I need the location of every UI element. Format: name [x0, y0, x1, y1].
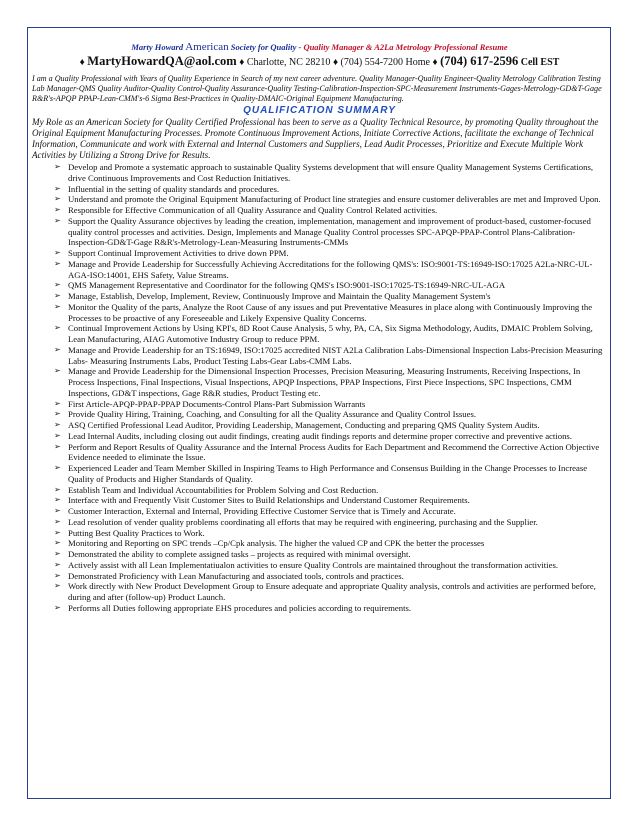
- heading-name: Marty Howard: [131, 42, 186, 52]
- list-item-text: ASQ Certified Professional Lead Auditor, Providing Leadership, Management, Conducting and preparing QMS Quality System Audits.: [68, 420, 540, 430]
- list-item: [32, 538, 607, 549]
- list-item-text: Lead Internal Audits, including closing out audit findings, creating audit findings reports and determine proper corrective and preventive actions.: [68, 430, 572, 441]
- list-item-text: Establish Team and Individual Accountabilities for Problem Solving and Cost Reduction.: [68, 484, 379, 495]
- list-item: [32, 571, 607, 582]
- heading-american: American: [185, 41, 229, 53]
- list-item-text: Work directly with New Product Development Group to Ensure adequate and appropriate Quality analysis, controls and activities are performed before, during and after (follow-up) Product Launch.: [68, 581, 596, 602]
- arrow-bullet-icon: ➢: [54, 162, 61, 171]
- list-item: [32, 549, 607, 560]
- arrow-bullet-icon: ➢: [54, 495, 61, 505]
- arrow-bullet-icon: ➢: [54, 559, 61, 569]
- arrow-bullet-icon: ➢: [54, 602, 61, 612]
- cell-suffix: Cell EST: [520, 57, 560, 68]
- arrow-bullet-icon: ➢: [54, 409, 61, 419]
- arrow-bullet-icon: ➢: [54, 280, 61, 290]
- list-item-text: Provide Quality Hiring, Training, Coaching, and Consulting for all the Quality Assurance and Quality Control Issues.: [68, 409, 477, 420]
- list-item-text: Understand and promote the Original Equipment Manufacturing of Product line strategies and ensure customer deliverables are met and Improved Upon.: [68, 194, 601, 205]
- arrow-bullet-icon: ➢: [54, 463, 61, 472]
- arrow-bullet-icon: ➢: [54, 291, 61, 300]
- list-item: [32, 560, 607, 571]
- arrow-bullet-icon: ➢: [54, 248, 61, 257]
- list-item: [32, 248, 607, 259]
- list-item: [32, 420, 607, 431]
- list-item-text: Experienced Leader and Team Member Skilled in Inspiring Teams to High Performance and Consensus Building in the Change Processes to Increase Quality of Products and Higher Standards of Quality.: [68, 463, 588, 484]
- list-item: [32, 216, 607, 248]
- arrow-bullet-icon: ➢: [54, 258, 61, 268]
- list-item: [32, 409, 607, 420]
- arrow-bullet-icon: ➢: [54, 323, 61, 333]
- list-item-text: Monitoring and Reporting on SPC trends –Cp/Cpk analysis. The higher the valued CP and CPK the better the processes: [68, 538, 485, 549]
- list-item-text: Actively assist with all Lean Implementatiualon activities to ensure Quality Controls are maintained throughout the transformation activities.: [68, 559, 558, 570]
- list-item-text: Manage and Provide Leadership for Successfully Achieving Accreditations for the following QMS's: ISO:9001-TS:16949-ISO:17025 A2La-NRC-UL-AGA-ISO:14001, EHS Safety, Value Streams.: [68, 258, 593, 280]
- arrow-bullet-icon: ➢: [54, 344, 61, 354]
- list-item-text: Support Continual Improvement Activities to drive down PPM.: [68, 248, 289, 258]
- arrow-bullet-icon: ➢: [54, 194, 61, 204]
- intro-paragraph: I am a Quality Professional with Years of Quality Experience in Search of my next career adventure. Quality Manager-Quality Engineer-Quality Metrology Calibration Testing Lab Manager-QMS Quality Auditor-Quality Control-Quality Assurance-Quality Testing-Calibration-Inspection-SPC-Measurement Instruments-Gages-Metrology-GD&T-Gage R&R's-APQP PPAP-Lean-CMM's-6 Sigma Best-Practices in Quality-DMAIC-Original Equipment Manufacturing.: [32, 74, 602, 103]
- arrow-bullet-icon: ➢: [54, 549, 61, 558]
- list-item-text: Perform and Report Results of Quality Assurance and the Internal Process Audits for Each Department and Recommend the Corrective Action Objective Evidence needed to eliminate the Issue.: [68, 441, 600, 463]
- list-item-text: Develop and Promote a systematic approach to sustainable Quality Systems development that will ensure Quality Management Systems Certifications, drive Continuous Improvements and Cost Reduction Initiatives.: [68, 162, 593, 183]
- list-item: [32, 366, 607, 398]
- list-item-text: Manage, Establish, Develop, Implement, Review, Continuously Improve and Maintain the Quality Management System's: [68, 291, 491, 301]
- list-item: [32, 259, 607, 281]
- list-item: [32, 442, 607, 464]
- arrow-bullet-icon: ➢: [54, 527, 61, 537]
- cell-phone: (704) 617-2596: [440, 54, 519, 68]
- arrow-bullet-icon: ➢: [54, 441, 61, 451]
- summary-paragraph: My Role as an American Society for Quality Certified Professional has been to serve as a Quality Technical Resource, by promoting Quality throughout the Original Equipment Manufacturing Processes. Promote Continuous Improvement Actions, Initiate Corrective Actions, facilitate the exchange of Technical Information, Communicate and work with External and Internal Customers and Suppliers, Lead Audit Processes, Prioritize and Execute Multiple Work Activities by Utilizing a Strong Drive for Results.: [32, 117, 599, 160]
- list-item-text: Lead resolution of vender quality problems coordinating all efforts that may be required with engineering, purchasing and the Supplier.: [68, 516, 538, 527]
- list-item: [32, 506, 607, 517]
- arrow-bullet-icon: ➢: [54, 301, 61, 311]
- list-item: [32, 323, 607, 345]
- list-item: [32, 345, 607, 367]
- list-item: [32, 194, 607, 205]
- list-item: [32, 528, 607, 539]
- arrow-bullet-icon: ➢: [54, 430, 61, 440]
- city-address: Charlotte, NC 28210: [246, 57, 331, 68]
- list-item: [32, 517, 607, 528]
- email-address[interactable]: MartyHowardQA@aol.com: [87, 54, 237, 68]
- list-item: [32, 302, 607, 324]
- list-item-text: Responsible for Effective Communication of all Quality Assurance and Quality Control Related activities.: [68, 205, 438, 215]
- qualification-list: [32, 162, 607, 614]
- resume-heading: [32, 42, 607, 53]
- arrow-bullet-icon: ➢: [54, 581, 61, 591]
- list-item: [32, 485, 607, 496]
- arrow-bullet-icon: ➢: [54, 420, 61, 429]
- resume-page: [27, 27, 611, 799]
- list-item-text: Demonstrated the ability to complete assigned tasks – projects as required with minimal oversight.: [68, 549, 411, 559]
- diamond-icon: ♦: [432, 57, 438, 68]
- heading-society: Society for Quality -: [228, 42, 304, 52]
- list-item-text: Demonstrated Proficiency with Lean Manufacturing and associated tools, controls and practices.: [68, 570, 404, 581]
- list-item: [32, 603, 607, 614]
- arrow-bullet-icon: ➢: [54, 366, 61, 376]
- list-item: [32, 280, 607, 291]
- list-item-text: Support the Quality Assurance objectives by leading the creation, implementation, management and improvement of product-based, customer-focused quality control processes and activities. Design, Implements and Manage Quality Control processes SPC-APQP-PPAP-Control Plans-Calibration-Inspection-GD&T-Gage R&R's-Metrology-Lean-Measuring Instruments-CMMs: [68, 215, 591, 248]
- arrow-bullet-icon: ➢: [54, 215, 61, 225]
- arrow-bullet-icon: ➢: [54, 484, 61, 494]
- list-item-text: Continual Improvement Actions by Using KPI's, 8D Root Cause Analysis, 5 why, PA, CA, Six Sigma Methodology, Audits, DMAIC Problem Solving, Lean Manufacturing, AIAG Automotive Industry Group to reduce PPM.: [68, 323, 593, 344]
- diamond-icon: ♦: [239, 57, 245, 68]
- list-item: [32, 399, 607, 410]
- home-phone: (704) 554-7200 Home: [340, 57, 430, 68]
- list-item: [32, 495, 607, 506]
- list-item-text: Manage and Provide Leadership for the Dimensional Inspection Processes, Precision Measuring, Measuring Instruments, Receiving Inspections, In Process Inspections, Final Inspections, Visual Inspections, APQP Inspections, PPAP Inspections, First Piece Inspections, SPC Inspections, CMM Inspections, GD&T inspections, Gage R&R studies, Product Testing etc.: [68, 366, 581, 398]
- list-item-text: QMS Management Representative and Coordinator for the following QMS's ISO:9001-ISO:17025-TS:16949-NRC-UL-AGA: [68, 280, 506, 291]
- arrow-bullet-icon: ➢: [54, 398, 61, 408]
- diamond-icon: ♦: [332, 57, 339, 68]
- list-item-text: Customer Interaction, External and Internal, Providing Effective Customer Service that is Timely and Accurate.: [68, 506, 456, 516]
- arrow-bullet-icon: ➢: [54, 538, 61, 548]
- list-item-text: Monitor the Quality of the parts, Analyze the Root Cause of any issues and put Preventative Measures in place along with Continuously Improving the Processes to be proactive of any Foreseeable and Likely Expensive Quality Concerns.: [68, 301, 593, 323]
- list-item-text: Interface with and Frequently Visit Customer Sites to Build Relationships and Understand Customer Requirements.: [68, 495, 470, 506]
- arrow-bullet-icon: ➢: [54, 506, 61, 515]
- list-item-text: Putting Best Quality Practices to Work.: [68, 527, 205, 538]
- list-item-text: First Article-APQP-PPAP-PPAP Documents-Control Plans-Part Submission Warrants: [68, 398, 366, 409]
- list-item: [32, 463, 607, 485]
- list-item: [32, 581, 607, 603]
- list-item-text: Performs all Duties following appropriate EHS procedures and policies according to requirements.: [68, 602, 412, 613]
- list-item: [32, 184, 607, 195]
- heading-role: Quality Manager & A2La Metrology Professional Resume: [303, 42, 508, 52]
- diamond-icon: ♦: [79, 57, 85, 68]
- list-item: [32, 291, 607, 302]
- list-item: [32, 205, 607, 216]
- arrow-bullet-icon: ➢: [54, 516, 61, 526]
- contact-line: [32, 54, 607, 70]
- arrow-bullet-icon: ➢: [54, 570, 61, 580]
- arrow-bullet-icon: ➢: [54, 205, 61, 214]
- section-title: QUALIFICATION SUMMARY: [243, 105, 396, 116]
- list-item: [32, 431, 607, 442]
- arrow-bullet-icon: ➢: [54, 183, 61, 193]
- list-item-text: Influential in the setting of quality standards and procedures.: [68, 183, 280, 194]
- list-item: [32, 162, 607, 184]
- list-item-text: Manage and Provide Leadership for an TS:16949, ISO:17025 accredited NIST A2La Calibration Labs-Dimensional Inspection Labs-Precision Measuring Labs- Measuring Instruments Labs, Product Testing Labs-Gear Labs-CMM Labs.: [68, 344, 603, 366]
